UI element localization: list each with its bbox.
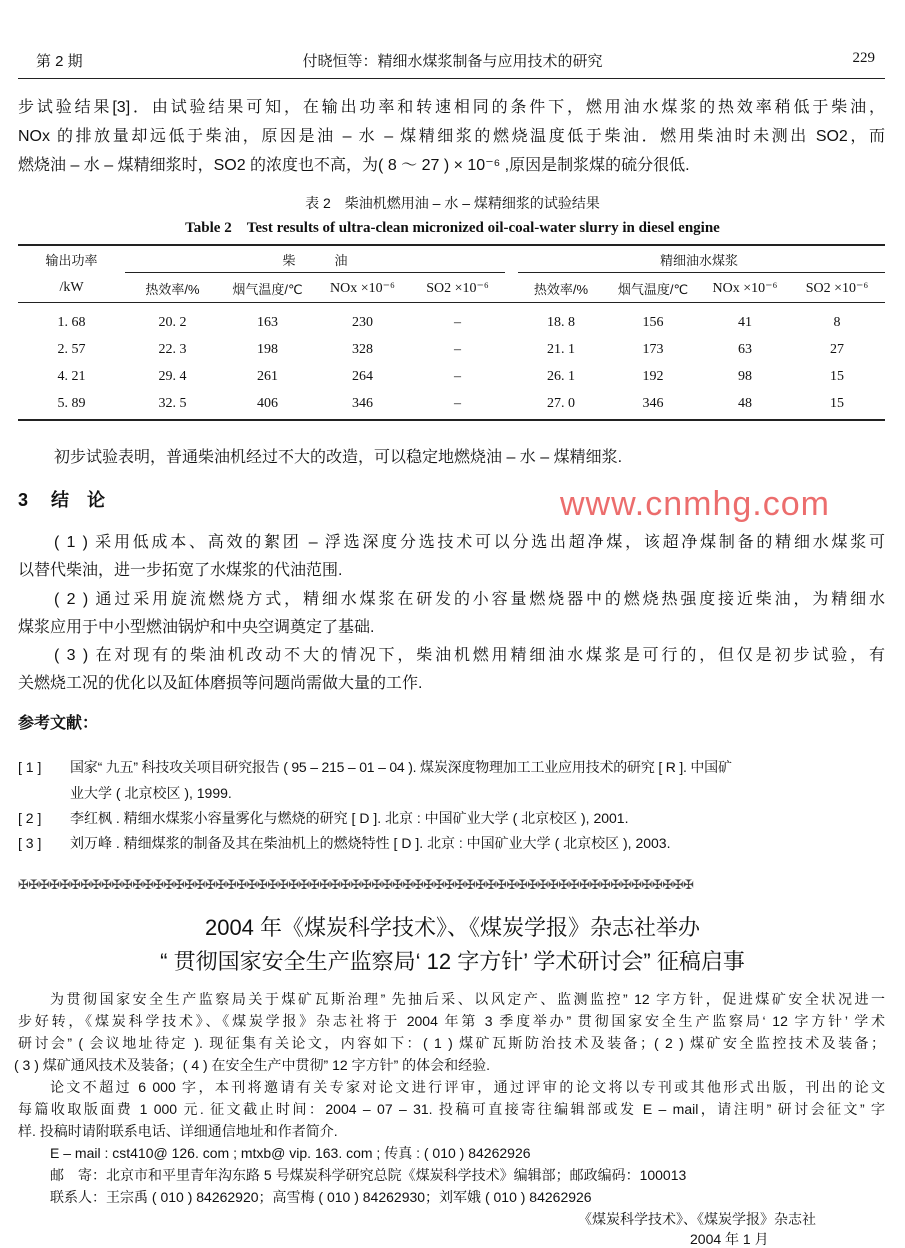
header-rule <box>18 78 885 79</box>
text-line: ( 1 ) 采用低成本、高效的絮团 – 浮选深度分选技术可以分选出超净煤，该超净煤制备的精细水煤浆可 <box>54 534 885 551</box>
table-row <box>18 336 883 363</box>
table-cell: 156 <box>642 314 664 330</box>
table-cell: – <box>454 314 461 330</box>
ref-text: 国家“ 九五” 科技攻关项目研究报告 ( 95 – 215 – 01 – 04 ). 煤炭深度物理加工工业应用技术的研究 [ R ]. 中国矿 <box>70 759 732 775</box>
text-line: 步好转，《煤炭科学技术》、《煤炭学报》杂志社将于 2004 年第 3 季度举办” 贯彻国家安全生产监察局‘ 12 字方针’ 学术 <box>18 1013 885 1029</box>
text-line: NOx 的排放量却远低于柴油，原因是油 – 水 – 煤精细浆的燃烧温度低于柴油．燃用柴油时未测出 SO2，而 <box>18 128 885 145</box>
table-cell: 2. 57 <box>57 341 86 357</box>
table-cell: 5. 89 <box>57 395 86 411</box>
text-line: 论文不超过 6 000 字，本刊将邀请有关专家对论文进行评审，通过评审的论文将以专刊或其他形式出版，刊出的论文 <box>50 1079 885 1095</box>
table-row <box>18 303 883 336</box>
text-line: 每篇收取版面费 1 000 元. 征文截止时间：2004 – 07 – 31. 投稿可直接寄往编辑部或发 E – mail，请注明” 研讨会征文” 字 <box>18 1101 885 1117</box>
text-line: 关燃烧工况的优化以及缸体磨损等问题尚需做大量的工作. <box>18 675 423 692</box>
table-cell: – <box>454 368 461 384</box>
ref-text: 刘万峰 . 精细煤浆的制备及其在柴油机上的燃烧特性 [ D ]. 北京 : 中国矿业大学 ( 北京校区 ), 2003. <box>70 835 671 851</box>
text-line: ( 3 ) 煤矿通风技术及装备；( 4 ) 在安全生产中贯彻” 12 字方针” 的体会和经验. <box>14 1057 491 1073</box>
col-header: NOx ×10⁻⁶ <box>330 280 395 296</box>
text-line: ( 2 ) 通过采用旋流燃烧方式，精细水煤浆在研发的小容量燃烧器中的燃烧热强度接近柴油，为精细水 <box>54 591 885 608</box>
table-caption-cn: 表 2 柴油机燃用油 – 水 – 煤精细浆的试验结果 <box>305 195 600 211</box>
contact-email: E – mail : cst410@ 126. com ; mtxb@ vip. 163. com ; 传真 : ( 010 ) 84262926 <box>50 1145 531 1161</box>
notice-signature: 《煤炭科学技术》、《煤炭学报》杂志社 <box>578 1211 816 1227</box>
col-header-unit: /kW <box>59 280 84 295</box>
col-header: NOx ×10⁻⁶ <box>712 280 778 296</box>
text-line: 样. 投稿时请附联系电话、详细通信地址和作者简介. <box>18 1123 338 1139</box>
col-header: SO2 ×10⁻⁶ <box>426 280 489 296</box>
ref-number: [ 1 ] <box>18 759 42 775</box>
table-cell: 1. 68 <box>57 314 86 330</box>
table-cell: 15 <box>830 368 844 384</box>
table-cell: 63 <box>738 341 752 357</box>
table-cell: 32. 5 <box>158 395 187 411</box>
text-line: 步试验结果[3]．由试验结果可知，在输出功率和转速相同的条件下，燃用油水煤浆的热效率稍低于柴油， <box>18 99 885 116</box>
ref-text-cont: 业大学 ( 北京校区 ), 1999. <box>70 785 232 801</box>
decorative-separator: ✠✠✠✠✠✠✠✠✠✠✠✠✠✠✠✠✠✠✠✠✠✠✠✠✠✠✠✠✠✠✠✠✠✠✠✠✠✠✠✠✠✠✠✠✠✠✠✠✠✠✠✠✠✠✠✠✠✠✠✠✠✠✠✠✠ <box>18 877 694 892</box>
table-cell: 230 <box>352 314 373 330</box>
table-cell: 26. 1 <box>547 368 575 384</box>
table-cell: 27. 0 <box>547 395 575 411</box>
col-header: 烟气温度/℃ <box>617 281 689 297</box>
page-number: 229 <box>852 50 875 66</box>
table-row <box>18 390 883 417</box>
table-cell: 4. 21 <box>57 368 86 384</box>
text-line: 煤浆应用于中小型燃油锅炉和中央空调奠定了基础. <box>18 619 375 636</box>
group-header-diesel: 柴 油 <box>282 252 348 268</box>
notice-title-line2: “ 贯彻国家安全生产监察局‘ 12 字方针’ 学术研讨会” 征稿启事 <box>160 949 745 974</box>
table-cell: 98 <box>738 368 752 384</box>
contact-persons: 联系人：王宗禹 ( 010 ) 84262920；高雪梅 ( 010 ) 84262930；刘军娥 ( 010 ) 84262926 <box>50 1189 592 1205</box>
table-cell: 48 <box>738 395 752 411</box>
section-title: 结 论 <box>51 490 106 510</box>
text-line: 以替代柴油，进一步拓宽了水煤浆的代油范围. <box>18 562 343 579</box>
table-cell: – <box>454 341 461 357</box>
table-cell: 15 <box>830 395 844 411</box>
ref-text: 李红枫 . 精细水煤浆小容量雾化与燃烧的研究 [ D ]. 北京 : 中国矿业大学 ( 北京校区 ), 2001. <box>70 810 629 826</box>
table-cell: 27 <box>830 341 844 357</box>
table-row <box>18 363 883 390</box>
table-cell: 20. 2 <box>158 314 187 330</box>
col-header: 热效率/% <box>145 281 200 297</box>
table-cell: 173 <box>642 341 664 357</box>
ref-number: [ 3 ] <box>18 835 42 851</box>
issue-number: 第 2 期 <box>36 53 83 70</box>
contact-address: 邮 寄：北京市和平里青年沟东路 5 号煤炭科学研究总院《煤炭科学技术》编辑部；邮政编码：100013 <box>50 1167 687 1183</box>
table-cell: 346 <box>352 395 373 411</box>
ref-number: [ 2 ] <box>18 810 42 826</box>
table-caption-en: Table 2 Test results of ultra-clean micronized oil-coal-water slurry in diesel engine <box>185 220 720 236</box>
col-header: 烟气温度/℃ <box>232 281 303 297</box>
table-cell: 328 <box>352 341 373 357</box>
text-line: 燃烧油 – 水 – 煤精细浆时，SO2 的浓度也不高，为( 8 ～ 27 ) × 10⁻⁶ ,原因是制浆煤的硫分很低. <box>18 157 690 174</box>
group-header-slurry: 精细油水煤浆 <box>659 252 738 268</box>
table-cell: 41 <box>738 314 752 330</box>
text-line: 研讨会” ( 会议地址待定 ). 现征集有关论文，内容如下：( 1 ) 煤矿瓦斯防治技术及装备；( 2 ) 煤矿安全监控技术及装备； <box>18 1035 885 1051</box>
references-heading: 参考文献： <box>18 715 99 732</box>
table-cell: 261 <box>257 368 278 384</box>
notice-date: 2004 年 1 月 <box>690 1231 769 1247</box>
running-title: 付晓恒等：精细水煤浆制备与应用技术的研究 <box>302 53 603 70</box>
table-cell: 264 <box>352 368 373 384</box>
table-cell: 8 <box>833 314 841 330</box>
after-table-text: 初步试验表明，普通柴油机经过不大的改造，可以稳定地燃烧油 – 水 – 煤精细浆. <box>54 449 623 466</box>
section-number: 3 <box>18 490 29 510</box>
text-line: 为贯彻国家安全生产监察局关于煤矿瓦斯治理” 先抽后采、以风定产、监测监控” 12 字方针，促进煤矿安全状况进一 <box>50 991 885 1007</box>
table-cell: 346 <box>642 395 664 411</box>
col-header: SO2 ×10⁻⁶ <box>805 280 869 296</box>
table-cell: 406 <box>257 395 278 411</box>
table-cell: 198 <box>257 341 278 357</box>
notice-title-line1: 2004 年《煤炭科学技术》、《煤炭学报》杂志社举办 <box>204 915 701 940</box>
table-cell: 22. 3 <box>158 341 187 357</box>
results-table <box>18 245 883 417</box>
col-header-power: 输出功率 <box>45 252 98 268</box>
table-cell: 21. 1 <box>547 341 575 357</box>
table-cell: 163 <box>257 314 278 330</box>
table-cell: – <box>454 395 461 411</box>
section-heading <box>18 490 105 510</box>
table-cell: 192 <box>642 368 664 384</box>
col-header: 热效率/% <box>533 281 589 297</box>
watermark: www.cnmhg.com <box>560 485 830 523</box>
table-bottom-rule <box>18 419 885 421</box>
text-line: ( 3 ) 在对现有的柴油机改动不大的情况下，柴油机燃用精细油水煤浆是可行的，但仅是初步试验，有 <box>54 647 885 664</box>
table-cell: 18. 8 <box>547 314 575 330</box>
table-cell: 29. 4 <box>158 368 187 384</box>
